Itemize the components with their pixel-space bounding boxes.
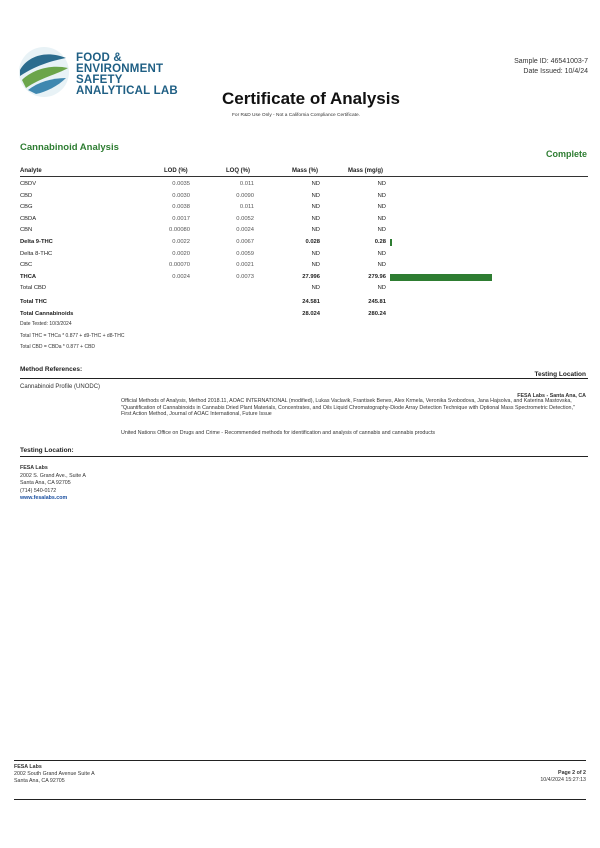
total-cbd-formula: Total CBD = CBDa * 0.877 + CBD [20,344,96,350]
mass-pct-cell: ND [311,192,320,199]
footer-address [14,764,95,785]
lod-cell: 0.0020 [172,250,190,257]
mass-mg-cell: 245.81 [368,299,386,305]
mass-mg-cell: ND [377,285,386,292]
total-thc-formula: Total THC = THCa * 0.877 + d9-THC + d8-THC [20,333,125,339]
loq-cell: 0.011 [239,181,254,187]
analyte-cell: THCA [20,273,37,280]
footer-address-1: 2002 South Grand Avenue Suite A [14,771,95,777]
testing-address-2: Santa Ana, CA 92705 [20,480,71,486]
lod-cell: 0.0022 [172,239,190,245]
analyte-cell: CBG [20,204,33,211]
lab-name: FOOD & ENVIRONMENT SAFETY ANALYTICAL LAB [76,52,178,97]
col-analyte: Analyte [20,168,42,174]
table-row [0,273,600,284]
mass-mg-cell: ND [377,227,386,234]
testing-location-heading: Testing Location [534,371,586,378]
loq-cell: 0.0059 [236,250,254,257]
table-row [0,261,600,272]
mass-mg-cell: 279.96 [368,273,386,280]
mass-pct-cell: ND [311,227,320,234]
testing-location-block [20,465,86,503]
loq-cell: 0.0073 [236,273,254,280]
page-number: Page 2 of 2 [558,770,586,776]
testing-address-1: 2002 S. Grand Ave., Suite A [20,472,86,479]
lod-cell: 0.00070 [169,262,190,269]
mass-bar [390,274,492,281]
table-row [0,310,600,321]
table-row [0,250,600,261]
mass-pct-cell: ND [311,215,320,222]
method-references-title: Method References: [20,366,83,373]
col-lod: LOD (%) [164,168,188,174]
footer-lab-name: FESA Labs [14,764,42,770]
table-row [0,226,600,237]
lod-cell: 0.0017 [172,215,190,222]
loq-cell: 0.0052 [236,215,254,222]
mass-pct-cell: 28.024 [302,310,320,317]
mass-pct-cell: 27.996 [302,273,320,280]
date-tested: Date Tested: 10/3/2024 [20,321,72,327]
mass-pct-cell: ND [311,285,320,292]
loq-cell: 0.011 [239,204,254,211]
lod-cell: 0.0024 [172,273,190,280]
method-reference-2: United Nations Office on Drugs and Crime - Recommended methods for identification and analysis of cannabis and cannabis products [121,430,436,436]
col-loq: LOQ (%) [226,168,250,174]
table-row [0,203,600,214]
analyte-cell: CBD [20,192,33,199]
cannabinoid-profile-label: Cannabinoid Profile (UNODC) [20,384,101,390]
footer-bottom-rule [14,799,586,800]
table-row [0,284,600,295]
mass-mg-cell: ND [377,250,386,257]
analyte-cell: CBDV [20,181,37,187]
analyte-cell: CBDA [20,215,37,222]
mass-pct-cell: ND [311,250,320,257]
col-mass-pct: Mass (%) [292,168,319,174]
lod-cell: 0.0035 [172,181,190,187]
analyte-cell: CBC [20,262,33,269]
analyte-cell: Total Cannabinoids [20,310,74,317]
testing-location-rule [20,456,588,457]
document-title: Certificate of Analysis [222,89,400,108]
analyte-cell: Total CBD [20,285,47,292]
method-rule [20,378,588,379]
disclaimer: For R&D Use Only - Not a California Compliance Certificate. [232,113,360,118]
table-row [0,215,600,226]
testing-website-link[interactable]: www.fesalabs.com [20,495,68,501]
loq-cell: 0.0090 [236,192,254,199]
sample-id: Sample ID: 46541003-7 [514,58,588,65]
testing-phone: (714) 540-0172 [20,487,57,494]
mass-mg-cell: 0.28 [374,239,386,245]
testing-lab-name: FESA Labs [20,465,48,471]
lab-logo [18,46,70,98]
testing-location-title: Testing Location: [20,447,74,454]
mass-mg-cell: ND [377,215,386,222]
mass-pct-cell: 0.028 [305,239,320,245]
method-location: FESA Labs - Santa Ana, CA [517,393,586,399]
loq-cell: 0.0024 [236,227,254,234]
mass-pct-cell: 24.581 [302,299,320,305]
section-title: Cannabinoid Analysis [20,142,119,153]
footer-rule [14,760,586,761]
mass-mg-cell: ND [377,192,386,199]
footer-address-2: Santa Ana, CA 92705 [14,778,65,784]
loq-cell: 0.0021 [236,262,254,269]
col-mass-mg: Mass (mg/g) [348,168,384,174]
table-row [0,192,600,203]
mass-mg-cell: ND [377,262,386,269]
analyte-cell: Delta 8-THC [20,250,53,257]
lod-cell: 0.0030 [172,192,190,199]
table-row [0,298,600,309]
table-row [0,238,600,249]
mass-pct-cell: ND [311,204,320,211]
loq-cell: 0.0067 [236,239,254,245]
analyte-cell: Total THC [20,299,47,305]
status-badge: Complete [545,149,587,159]
table-row [0,180,600,191]
mass-mg-cell: 280.24 [368,310,386,317]
table-header-rule [20,176,588,177]
sample-info [514,57,588,77]
lod-cell: 0.00080 [169,227,190,234]
mass-mg-cell: ND [377,204,386,211]
mass-pct-cell: ND [311,181,320,187]
mass-bar [390,239,392,246]
footer-page-info [540,770,586,784]
lod-cell: 0.0038 [172,204,190,211]
mass-pct-cell: ND [311,262,320,269]
method-reference-1: Official Methods of Analysis, Method 2018.11, AOAC INTERNATIONAL (modified), Lukas Vaclavik, Frantisek Benes, Alex Krmela, Veronika Svobodova, Jana Hajsolva, and Katerina Mastovska, "Quantification of Cannabinoids in Cannabis Dried Plant Materials, Concentrates, and Oils Liquid Chromatography-Diode Array Detection Technique with Optional Mass Spectrometric Detection," First Action Method, Journal of AOAC International, Future Issue [121,398,575,417]
footer-timestamp: 10/4/2024 15:27:13 [540,777,586,783]
analyte-cell: CBN [20,227,33,234]
date-issued: Date Issued: 10/4/24 [523,68,588,75]
analyte-cell: Delta 9-THC [20,239,53,245]
mass-mg-cell: ND [377,181,386,187]
